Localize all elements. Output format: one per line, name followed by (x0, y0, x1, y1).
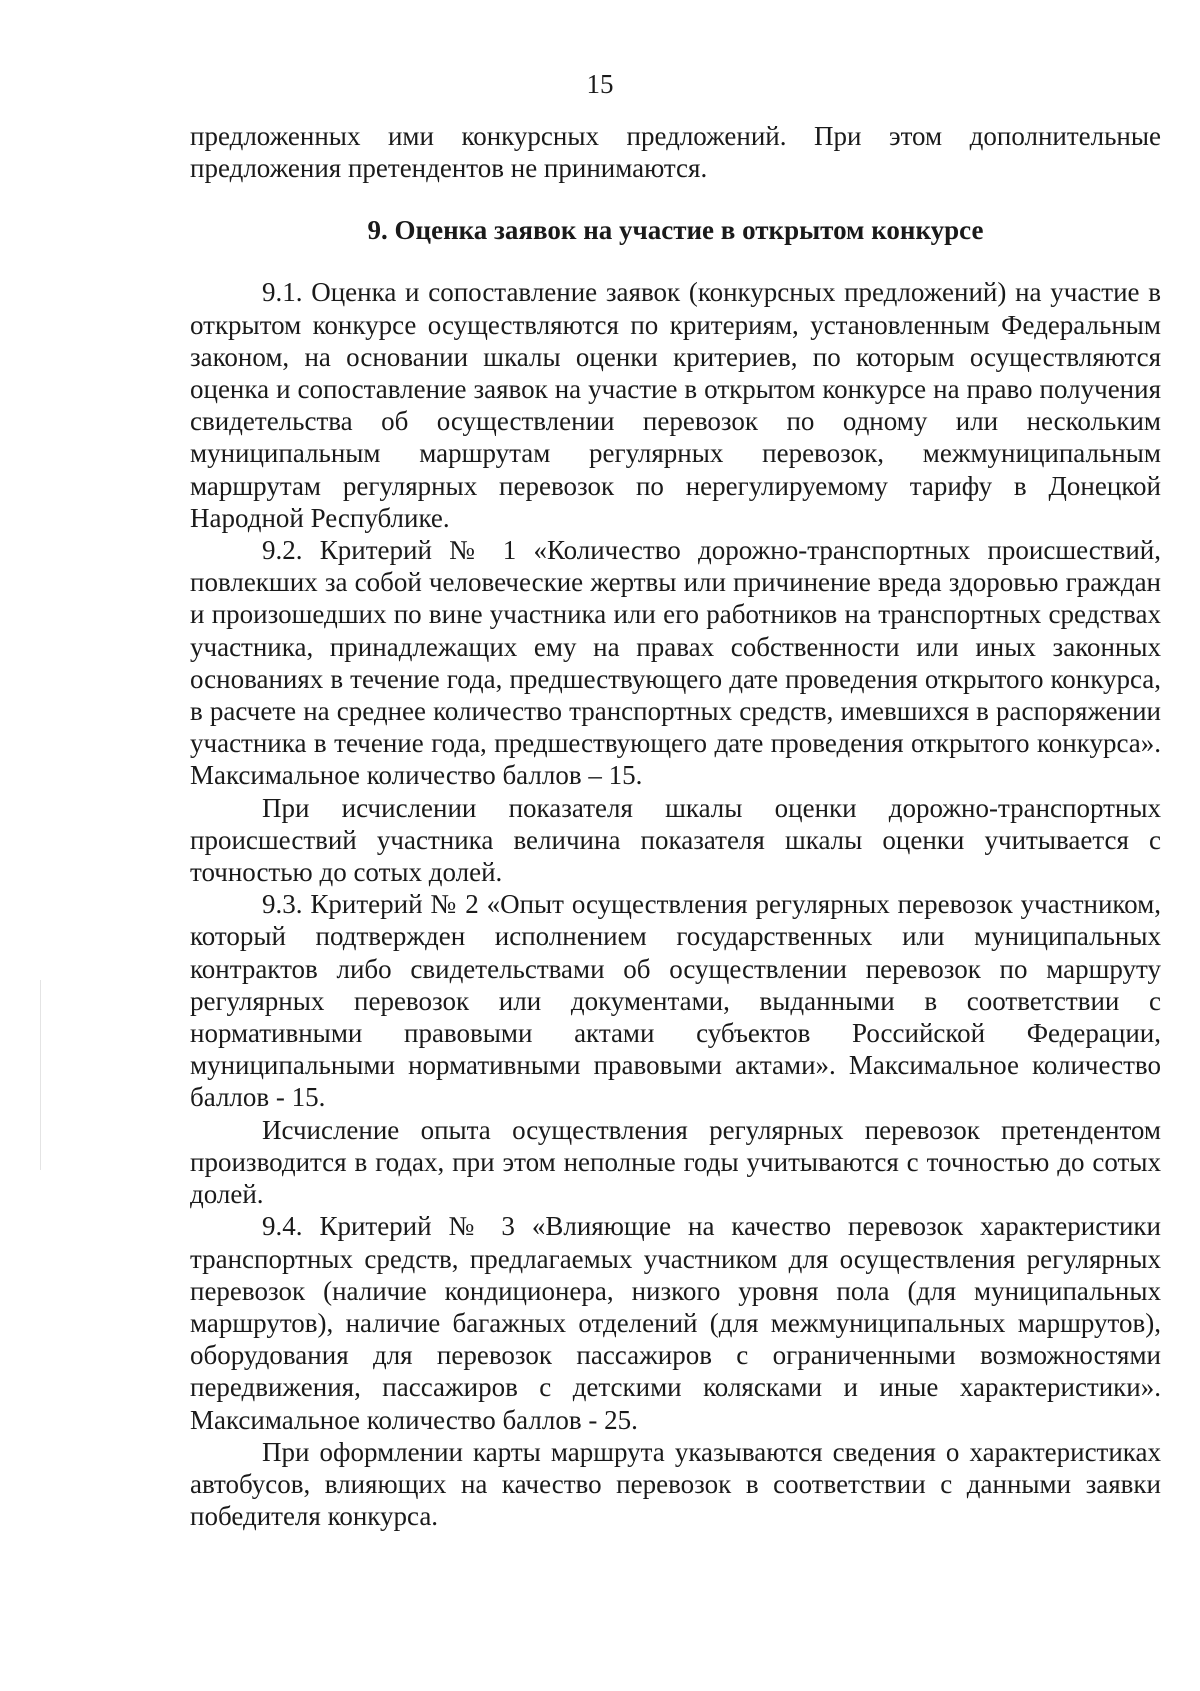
paragraph-9-3-note: Исчисление опыта осуществления регулярных перевозок претендентом производится в годах, при этом неполные годы учитываются с точностью до сотых долей. (190, 1114, 1161, 1210)
paragraph-9-4-note: При оформлении карты маршрута указываются сведения о характеристиках автобусов, влияющих на качество перевозок в соответствии с данными заявки победителя конкурса. (190, 1436, 1161, 1532)
page-number: 15 (586, 69, 614, 99)
paragraph-continuation: предложенных ими конкурсных предложений. При этом дополнительные предложения претендентов не принимаются. (190, 121, 1161, 184)
paragraph-9-4: 9.4. Критерий № 3 «Влияющие на качество перевозок характеристики транспортных средств, предлагаемых участником для осуществления регулярных перевозок (наличие кондиционера, низкого уровня пола (для муниципальных маршрутов), наличие багажных отделений (для межмуниципальных маршрутов), оборудования для перевозок пассажиров с ограниченными возможностями передвижения, пассажиров с детскими колясками и иные характеристики». Максимальное количество баллов - 25. (190, 1211, 1161, 1435)
scan-artifact-line (40, 980, 41, 1170)
document-body (190, 120, 1161, 1532)
paragraph-9-2: 9.2. Критерий № 1 «Количество дорожно-транспортных происшествий, повлекших за собой человеческие жертвы или причинение вреда здоровью граждан и произошедших по вине участника или его работников на транспортных средствах участника, принадлежащих ему на правах собственности или иных законных основаниях в течение года, предшествующего дате проведения открытого конкурса, в расчете на среднее количество транспортных средств, имевшихся в распоряжении участника в течение года, предшествующего дате проведения открытого конкурса». Максимальное количество баллов – 15. (190, 535, 1161, 791)
section-heading: 9. Оценка заявок на участие в открытом конкурсе (367, 215, 984, 246)
paragraph-9-3: 9.3. Критерий № 2 «Опыт осуществления регулярных перевозок участником, который подтвержден исполнением государственных или муниципальных контрактов либо свидетельствами об осуществлении перевозок по маршруту регулярных перевозок или документами, выданными в соответствии с нормативными правовыми актами субъектов Российской Федерации, муниципальными нормативными правовыми актами». Максимальное количество баллов - 15. (190, 889, 1161, 1113)
paragraph-9-1: 9.1. Оценка и сопоставление заявок (конкурсных предложений) на участие в открытом конкурсе осуществляются по критериям, установленным Федеральным законом, на основании шкалы оценки критериев, по которым осуществляются оценка и сопоставление заявок на участие в открытом конкурсе на право получения свидетельства об осуществлении перевозок по одному или нескольким муниципальным маршрутам регулярных перевозок, межмуниципальным маршрутам регулярных перевозок по нерегулируемому тарифу в Донецкой Народной Республике. (190, 277, 1161, 533)
paragraph-9-2-note: При исчислении показателя шкалы оценки дорожно-транспортных происшествий участника величина показателя шкалы оценки учитывается с точностью до сотых долей. (190, 792, 1161, 888)
